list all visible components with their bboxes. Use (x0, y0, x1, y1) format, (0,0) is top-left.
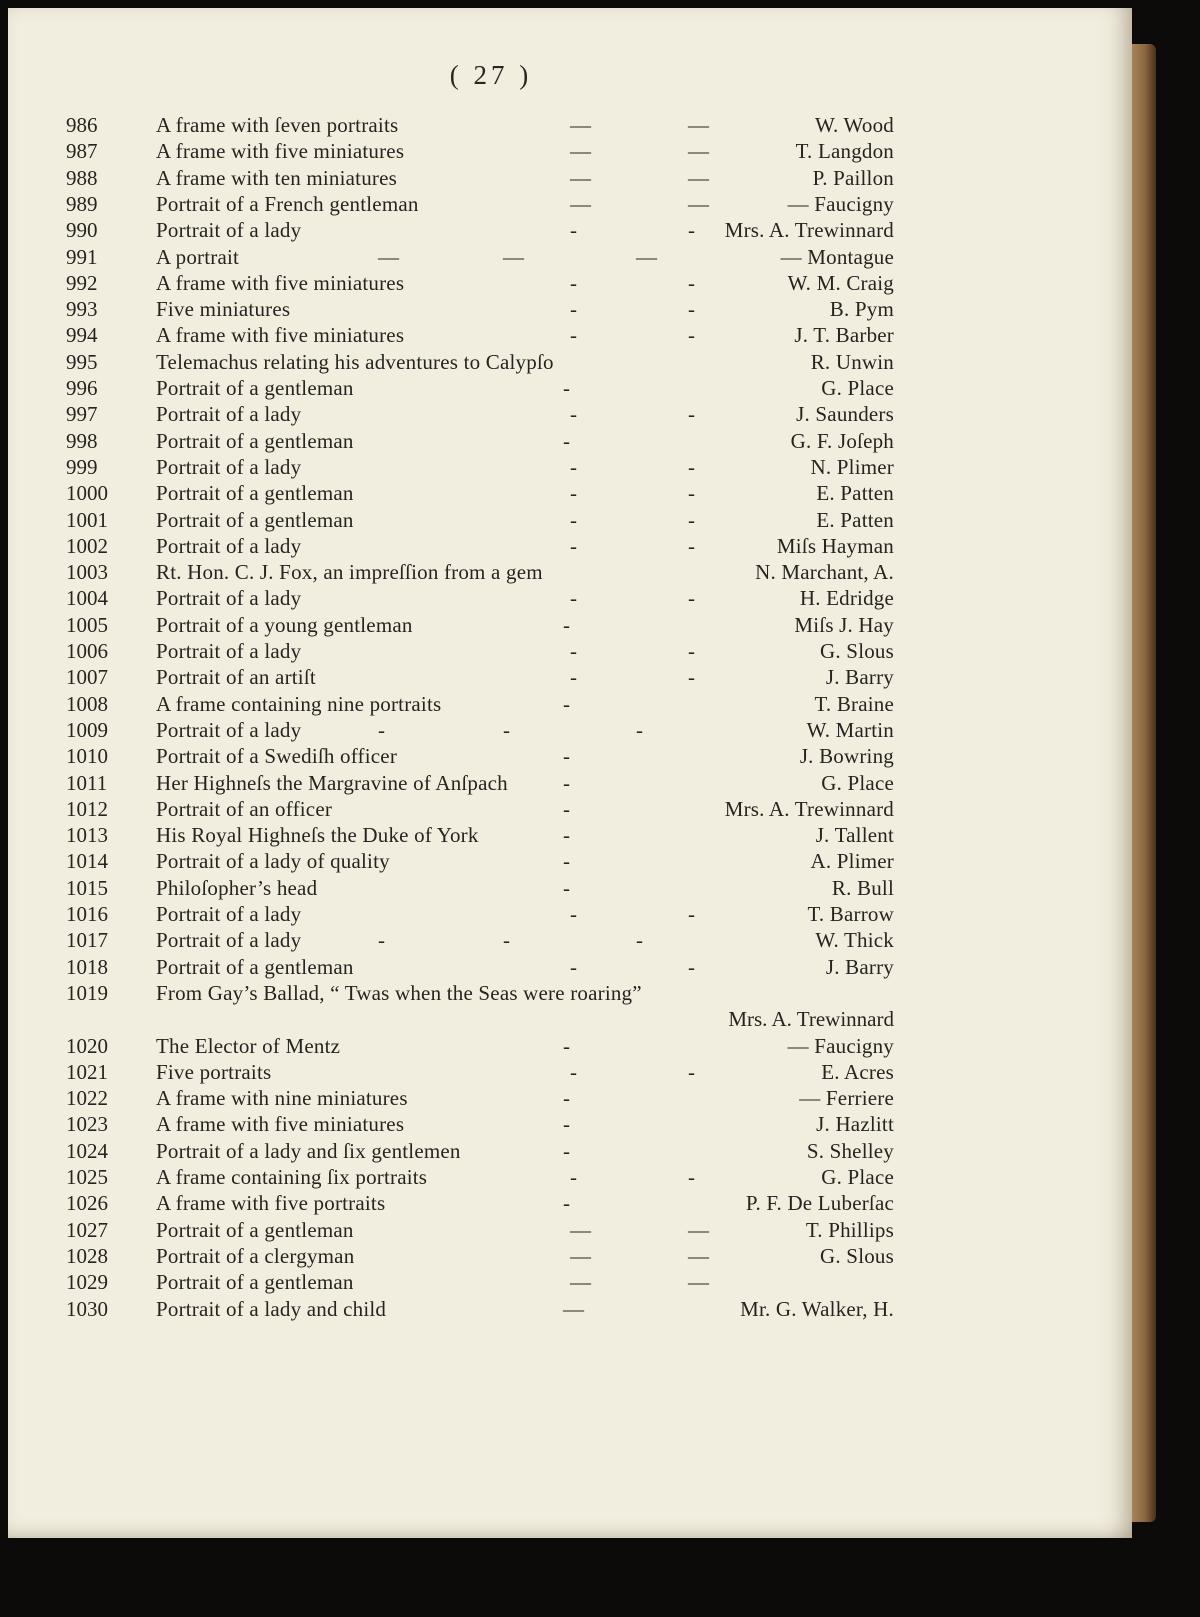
entry-number: 990 (66, 218, 98, 243)
entry-title: Telemachus relating his adventures to Calypſo (156, 349, 554, 374)
entry-title: Portrait of a gentleman (156, 428, 354, 453)
catalogue-entry (8, 244, 1132, 270)
entry-title: Portrait of a gentleman (156, 376, 354, 400)
leader-dash: — (570, 165, 591, 190)
catalogue-entry (8, 1111, 1132, 1137)
leader-dash: - (570, 954, 577, 979)
leader-dash: — (636, 244, 657, 269)
catalogue-entry (8, 875, 1132, 901)
leader-dash: — (570, 1243, 591, 1268)
entry-title: Portrait of a lady of quality (156, 849, 390, 874)
leader-dash: - (570, 454, 577, 479)
entry-title: Philoſopher’s head (156, 875, 318, 900)
entry-artist: G. Slous (820, 639, 894, 663)
catalogue-entry (8, 507, 1132, 533)
leader-dash: — (570, 1270, 591, 1295)
entry-artist: T. Langdon (795, 139, 894, 164)
entry-artist: N. Plimer (810, 454, 894, 479)
entry-number: 987 (66, 139, 98, 164)
entry-artist: W. Thick (815, 928, 894, 953)
leader-dash: — (688, 191, 709, 216)
entry-title: Portrait of a lady (156, 586, 302, 611)
leader-dash: - (563, 691, 570, 716)
entry-artist: S. Shelley (806, 1138, 894, 1163)
entry-artist: Miſs J. Hay (794, 612, 894, 637)
leader-dash: — (570, 139, 591, 164)
catalogue-entry (8, 770, 1132, 796)
leader-dash: - (636, 717, 643, 742)
catalogue-entry-list (8, 8, 1132, 1538)
entry-artist: H. Edridge (799, 586, 894, 611)
catalogue-entry (8, 296, 1132, 322)
entry-artist: J. T. Barber (794, 323, 894, 348)
entry-artist: A. Plimer (810, 849, 894, 874)
leader-dash: — (570, 113, 591, 137)
entry-number: 1017 (66, 928, 108, 953)
entry-number: 998 (66, 428, 98, 453)
entry-title: Portrait of a gentleman (156, 481, 354, 506)
leader-dash: - (570, 1165, 577, 1189)
leader-dash: - (570, 218, 577, 243)
entry-number: 1016 (66, 902, 108, 926)
entry-number: 994 (66, 323, 98, 348)
catalogue-entry (8, 401, 1132, 427)
entry-title: Portrait of a gentleman (156, 507, 354, 532)
leader-dash: - (688, 218, 695, 243)
entry-number: 1028 (66, 1243, 108, 1268)
leader-dash: - (688, 954, 695, 979)
entry-number: 1004 (66, 586, 108, 611)
catalogue-entry (8, 585, 1132, 611)
entry-artist: Mrs. A. Trewinnard (728, 1007, 894, 1032)
entry-artist: J. Tallent (815, 823, 894, 848)
entry-title: A frame with five miniatures (156, 323, 405, 348)
leader-dash: - (570, 270, 577, 295)
catalogue-entry (8, 349, 1132, 375)
leader-dash: - (503, 928, 510, 953)
leader-dash: - (688, 1165, 695, 1189)
catalogue-entry (8, 954, 1132, 980)
catalogue-entry (8, 743, 1132, 769)
entry-artist: P. Paillon (812, 165, 894, 190)
leader-dash: - (570, 533, 577, 558)
entry-title: Portrait of a lady and ſix gentlemen (156, 1138, 461, 1163)
entry-artist: J. Saunders (796, 402, 894, 427)
leader-dash: - (563, 376, 570, 400)
leader-dash: — (688, 113, 709, 137)
entry-number: 1022 (66, 1086, 108, 1111)
catalogue-entry (8, 638, 1132, 664)
entry-number: 1018 (66, 954, 108, 979)
leader-dash: - (570, 481, 577, 506)
leader-dash: - (563, 1138, 570, 1163)
catalogue-entry (8, 165, 1132, 191)
leader-dash: - (503, 717, 510, 742)
leader-dash: — (688, 1217, 709, 1242)
catalogue-entry (8, 480, 1132, 506)
entry-artist: J. Bowring (799, 744, 894, 769)
catalogue-entry (8, 270, 1132, 296)
entry-title: Portrait of an officer (156, 796, 333, 821)
entry-number: 1002 (66, 533, 108, 558)
entry-artist: Miſs Hayman (776, 533, 894, 558)
catalogue-entry (8, 217, 1132, 243)
entry-number: 993 (66, 297, 98, 322)
entry-artist: — Faucigny (787, 1033, 894, 1058)
catalogue-entry (8, 848, 1132, 874)
entry-number: 986 (66, 113, 98, 137)
catalogue-entry (8, 1217, 1132, 1243)
entry-artist: N. Marchant, A. (755, 560, 894, 585)
entry-title: Portrait of a lady (156, 402, 302, 427)
entry-title: Her Highneſs the Margravine of Anſpach (156, 770, 508, 795)
entry-title: A frame with five miniatures (156, 139, 405, 164)
catalogue-entry (8, 822, 1132, 848)
entry-title: Five miniatures (156, 297, 291, 322)
leader-dash: — (378, 244, 399, 269)
entry-title: A portrait (156, 244, 240, 269)
entry-number: 1005 (66, 612, 108, 637)
entry-artist: Mrs. A. Trewinnard (724, 796, 894, 821)
entry-title: A frame containing nine portraits (156, 691, 442, 716)
leader-dash: - (688, 1059, 695, 1084)
leader-dash: - (688, 507, 695, 532)
entry-number: 1020 (66, 1033, 108, 1058)
leader-dash: — (503, 244, 524, 269)
leader-dash: - (563, 1086, 570, 1111)
entry-title: Five portraits (156, 1059, 272, 1084)
entry-number: 1025 (66, 1165, 108, 1189)
entry-artist: G. Place (821, 376, 894, 400)
leader-dash: - (563, 1033, 570, 1058)
entry-number: 999 (66, 454, 98, 479)
leader-dash: - (378, 717, 385, 742)
entry-artist: J. Hazlitt (816, 1112, 894, 1137)
page-number: ( 27 ) (449, 60, 533, 90)
entry-number: 997 (66, 402, 98, 427)
leader-dash: - (688, 323, 695, 348)
leader-dash: — (563, 1296, 584, 1321)
entry-title: A frame with five portraits (156, 1191, 386, 1216)
entry-number: 995 (66, 349, 98, 374)
catalogue-entry (8, 1138, 1132, 1164)
entry-artist: R. Bull (831, 875, 894, 900)
catalogue-entry (8, 717, 1132, 743)
leader-dash: - (563, 1112, 570, 1137)
entry-number: 1021 (66, 1059, 108, 1084)
entry-artist: G. Place (821, 1165, 894, 1189)
leader-dash: - (570, 586, 577, 611)
catalogue-entry (8, 428, 1132, 454)
leader-dash: - (570, 639, 577, 663)
entry-artist: T. Braine (814, 691, 894, 716)
leader-dash: - (563, 612, 570, 637)
entry-artist: Mrs. A. Trewinnard (724, 218, 894, 243)
catalogue-entry (8, 559, 1132, 585)
entry-number: 992 (66, 270, 98, 295)
entry-title: A frame with ſeven portraits (156, 113, 399, 137)
entry-number: 1024 (66, 1138, 108, 1163)
entry-artist: J. Barry (825, 954, 894, 979)
leader-dash: — (688, 1270, 709, 1295)
catalogue-entry (8, 1033, 1132, 1059)
catalogue-entry (8, 1296, 1132, 1322)
catalogue-entry (8, 191, 1132, 217)
entry-title: A frame with five miniatures (156, 270, 405, 295)
catalogue-entry (8, 691, 1132, 717)
entry-artist: E. Patten (816, 507, 894, 532)
entry-title: Portrait of an artiſt (156, 665, 316, 690)
entry-artist: E. Acres (821, 1059, 894, 1084)
entry-artist: B. Pym (829, 297, 894, 322)
catalogue-entry (8, 1059, 1132, 1085)
entry-number: 1014 (66, 849, 108, 874)
catalogue-entry (8, 1243, 1132, 1269)
entry-artist: G. F. Joſeph (790, 428, 894, 453)
entry-artist: — Faucigny (787, 191, 894, 216)
entry-number: 1003 (66, 560, 108, 585)
catalogue-entry (8, 980, 1132, 1032)
entry-number: 1011 (66, 770, 108, 795)
entry-title: Portrait of a gentleman (156, 1270, 354, 1295)
leader-dash: — (688, 165, 709, 190)
entry-title: Portrait of a lady (156, 902, 302, 926)
entry-number: 1000 (66, 481, 108, 506)
leader-dash: - (688, 270, 695, 295)
leader-dash: - (570, 402, 577, 427)
leader-dash: - (688, 297, 695, 322)
entry-artist: W. M. Craig (787, 270, 894, 295)
leader-dash: - (688, 586, 695, 611)
entry-number: 1001 (66, 507, 108, 532)
entry-number: 988 (66, 165, 98, 190)
leader-dash: - (563, 744, 570, 769)
leader-dash: — (688, 1243, 709, 1268)
catalogue-entry (8, 1269, 1132, 1295)
entry-artist: — Ferriere (799, 1086, 894, 1111)
leader-dash: - (688, 454, 695, 479)
leader-dash: - (570, 902, 577, 926)
entry-number: 1006 (66, 639, 108, 663)
entry-title: Portrait of a lady (156, 928, 302, 953)
entry-title: Portrait of a young gentleman (156, 612, 413, 637)
leader-dash: - (563, 770, 570, 795)
leader-dash: - (570, 323, 577, 348)
catalogue-entry (8, 796, 1132, 822)
leader-dash: - (570, 507, 577, 532)
leader-dash: - (688, 665, 695, 690)
entry-artist: T. Phillips (805, 1217, 894, 1242)
catalogue-entry (8, 533, 1132, 559)
entry-artist: E. Patten (816, 481, 894, 506)
entry-title: His Royal Highneſs the Duke of York (156, 823, 479, 848)
entry-title: Portrait of a lady and child (156, 1296, 387, 1321)
leader-dash: - (688, 639, 695, 663)
leader-dash: - (570, 1059, 577, 1084)
catalogue-entry (8, 1190, 1132, 1216)
catalogue-entry (8, 375, 1132, 401)
entry-number: 989 (66, 191, 98, 216)
entry-number: 1007 (66, 665, 108, 690)
leader-dash: - (563, 875, 570, 900)
entry-artist: W. Wood (814, 113, 894, 137)
entry-title: Portrait of a lady (156, 639, 302, 663)
leader-dash: - (688, 533, 695, 558)
entry-title: Portrait of a French gentleman (156, 191, 419, 216)
entry-number: 1013 (66, 823, 108, 848)
entry-artist: R. Unwin (810, 349, 894, 374)
entry-number: 991 (66, 244, 98, 269)
catalogue-entry (8, 927, 1132, 953)
document-page (8, 8, 1132, 1538)
entry-number: 1008 (66, 691, 108, 716)
leader-dash: — (570, 191, 591, 216)
entry-title: Portrait of a gentleman (156, 954, 354, 979)
entry-title: Portrait of a lady (156, 218, 302, 243)
entry-artist: W. Martin (806, 717, 894, 742)
entry-title: Portrait of a gentleman (156, 1217, 354, 1242)
entry-title: A frame with five miniatures (156, 1112, 405, 1137)
entry-title: The Elector of Mentz (156, 1033, 341, 1058)
entry-number: 1023 (66, 1112, 108, 1137)
entry-title: Portrait of a Swediſh officer (156, 744, 398, 769)
entry-artist: J. Barry (825, 665, 894, 690)
entry-number: 1010 (66, 744, 108, 769)
leader-dash: - (563, 1191, 570, 1216)
entry-title: Rt. Hon. C. J. Fox, an impreſſion from a gem (156, 560, 543, 585)
entry-title: A frame with nine miniatures (156, 1086, 408, 1111)
entry-artist: Mr. G. Walker, H. (740, 1296, 894, 1321)
entry-number: 1030 (66, 1296, 108, 1321)
entry-artist: — Montague (780, 244, 894, 269)
entry-title: A frame with ten miniatures (156, 165, 398, 190)
leader-dash: - (688, 481, 695, 506)
catalogue-entry (8, 1085, 1132, 1111)
catalogue-entry (8, 322, 1132, 348)
entry-number: 1019 (66, 980, 108, 1005)
entry-number: 1026 (66, 1191, 108, 1216)
leader-dash: - (570, 665, 577, 690)
entry-number: 1009 (66, 717, 108, 742)
catalogue-entry (8, 138, 1132, 164)
leader-dash: — (688, 139, 709, 164)
leader-dash: - (563, 428, 570, 453)
leader-dash: - (563, 823, 570, 848)
entry-artist: G. Place (821, 770, 894, 795)
leader-dash: - (570, 297, 577, 322)
leader-dash: - (636, 928, 643, 953)
leader-dash: - (688, 902, 695, 926)
entry-number: 1015 (66, 875, 108, 900)
leader-dash: - (563, 796, 570, 821)
entry-artist: G. Slous (820, 1243, 894, 1268)
leader-dash: - (378, 928, 385, 953)
entry-number: 1029 (66, 1270, 108, 1295)
entry-title: Portrait of a lady (156, 454, 302, 479)
entry-title: From Gay’s Ballad, “ Twas when the Seas were roaring” (156, 980, 642, 1005)
entry-artist: T. Barrow (807, 902, 894, 926)
catalogue-entry (8, 901, 1132, 927)
entry-artist: P. F. De Luberſac (745, 1191, 894, 1216)
catalogue-entry (8, 612, 1132, 638)
entry-number: 1012 (66, 796, 108, 821)
catalogue-entry (8, 1164, 1132, 1190)
catalogue-entry (8, 112, 1132, 138)
entry-number: 1027 (66, 1217, 108, 1242)
entry-title: Portrait of a lady (156, 533, 302, 558)
entry-title: Portrait of a clergyman (156, 1243, 355, 1268)
catalogue-entry (8, 664, 1132, 690)
entry-number: 996 (66, 376, 98, 400)
leader-dash: - (688, 402, 695, 427)
leader-dash: - (563, 849, 570, 874)
entry-title: A frame containing ſix portraits (156, 1165, 428, 1189)
entry-title: Portrait of a lady (156, 717, 302, 742)
catalogue-entry (8, 454, 1132, 480)
leader-dash: — (570, 1217, 591, 1242)
